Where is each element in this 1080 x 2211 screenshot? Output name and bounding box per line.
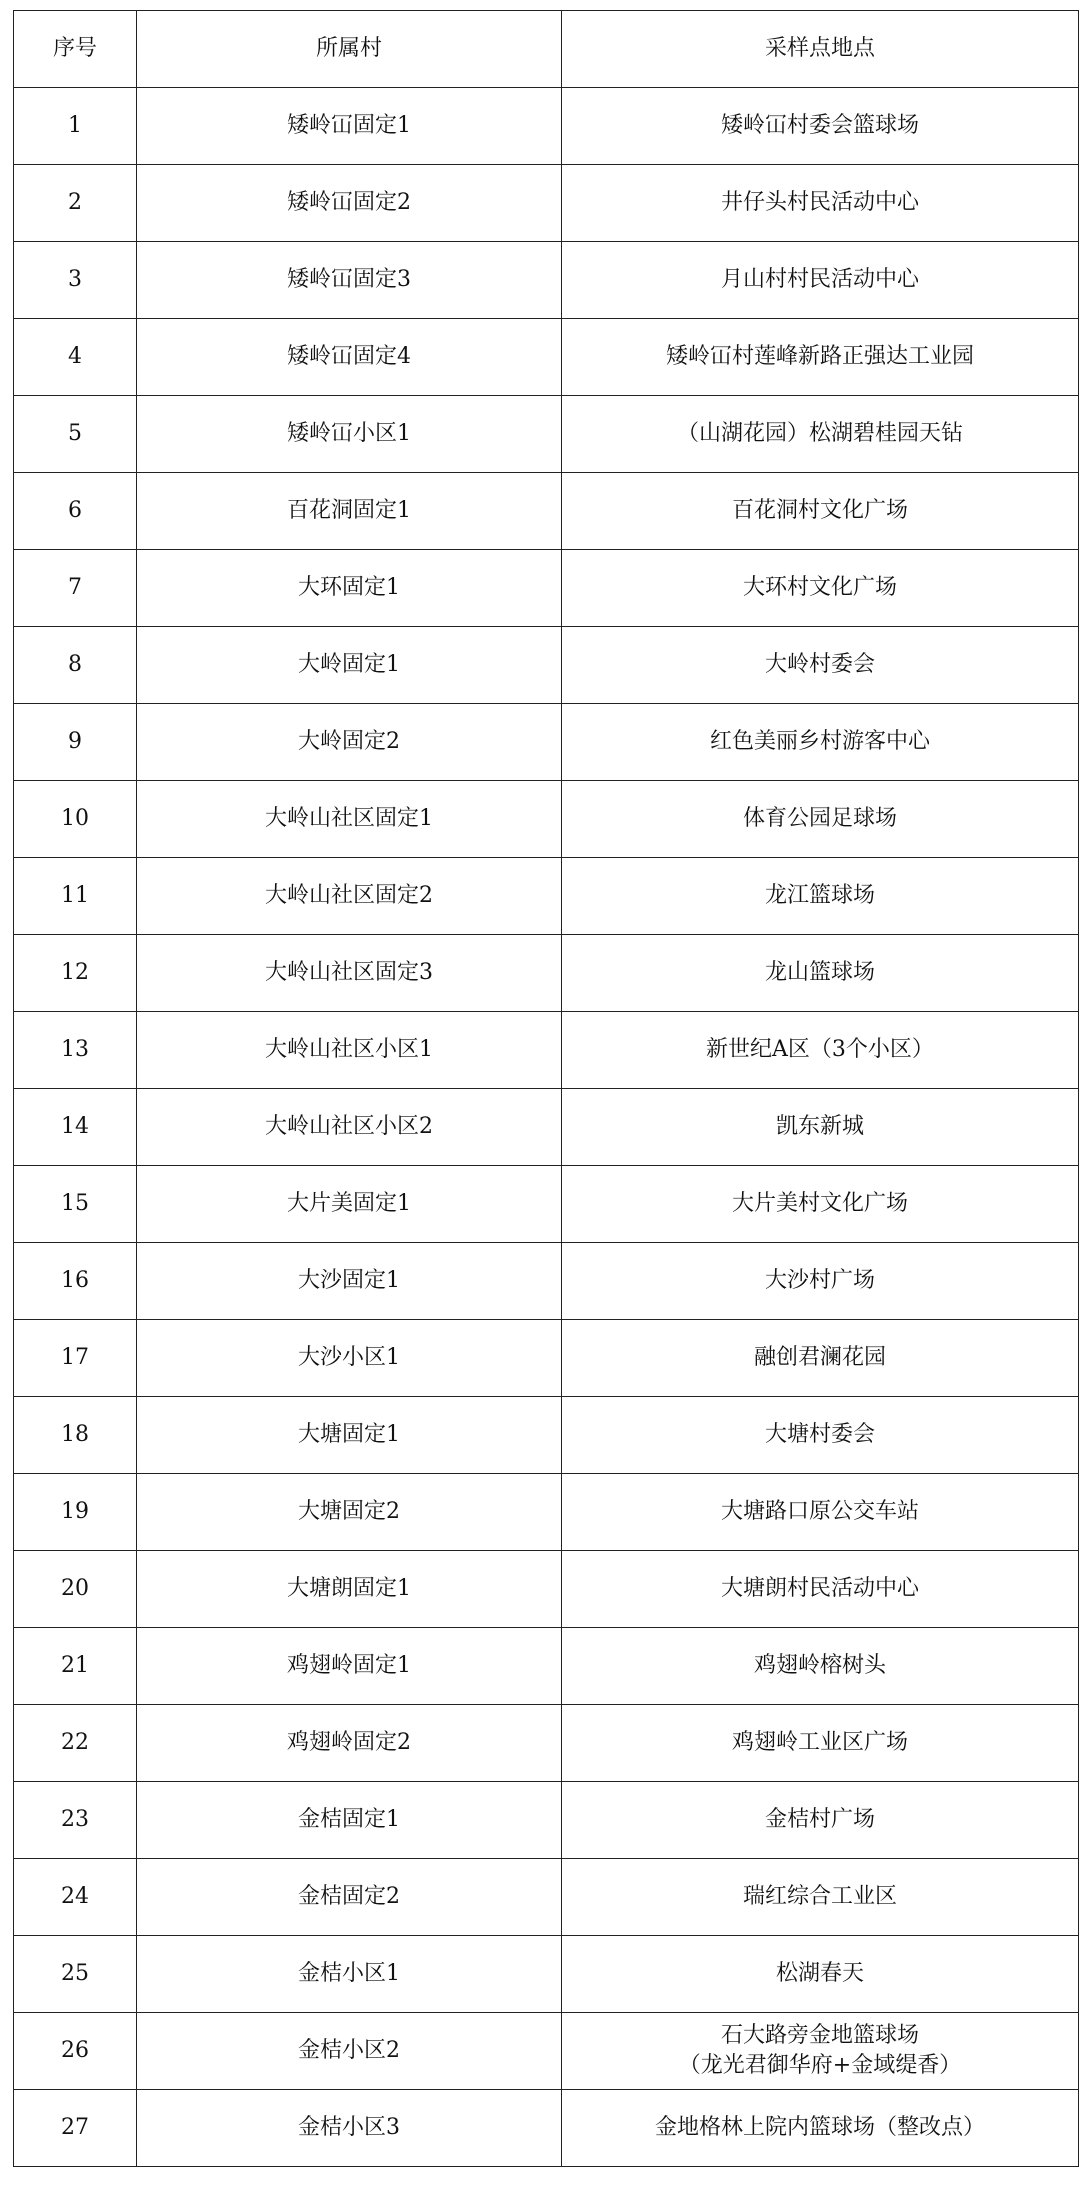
table-body [14, 88, 1079, 2167]
village-text: 矮岭冚固定4 [287, 344, 411, 369]
table-row [14, 2013, 1079, 2090]
village-text: 大岭固定2 [298, 729, 400, 754]
cell-serial-number [14, 242, 137, 319]
village-text: 大塘固定1 [298, 1422, 400, 1447]
village-text: 大岭固定1 [298, 652, 400, 677]
cell-village [137, 1243, 562, 1320]
cell-village [137, 1551, 562, 1628]
cell-sampling-site [562, 242, 1079, 319]
cell-sampling-site [562, 88, 1079, 165]
cell-village [137, 165, 562, 242]
sampling-site-text: 石大路旁金地篮球场 [720, 2023, 919, 2048]
village-text: 矮岭冚小区1 [287, 421, 411, 446]
sampling-site-text: 鸡翅岭工业区广场 [731, 1730, 908, 1755]
cell-serial-number [14, 1859, 137, 1936]
cell-sampling-site [562, 704, 1079, 781]
cell-serial-number [14, 1551, 137, 1628]
cell-serial-number [14, 1782, 137, 1859]
header-row [14, 11, 1079, 88]
table-row [14, 704, 1079, 781]
cell-village [137, 781, 562, 858]
cell-village [137, 319, 562, 396]
table-row [14, 1397, 1079, 1474]
table-row [14, 781, 1079, 858]
cell-serial-number [14, 550, 137, 627]
cell-serial-number [14, 165, 137, 242]
table-row [14, 242, 1079, 319]
village-text: 矮岭冚固定3 [287, 267, 411, 292]
sampling-site-text: 大片美村文化广场 [731, 1191, 908, 1216]
sampling-site-text: 红色美丽乡村游客中心 [709, 729, 930, 754]
sampling-site-text: 大塘路口原公交车站 [720, 1499, 919, 1524]
cell-sampling-site [562, 2013, 1079, 2090]
sampling-site-text: 凯东新城 [775, 1114, 864, 1139]
serial-number-text: 5 [68, 421, 82, 446]
cell-serial-number [14, 1705, 137, 1782]
cell-sampling-site [562, 1705, 1079, 1782]
table-row [14, 1243, 1079, 1320]
cell-village [137, 1397, 562, 1474]
serial-number-text: 11 [61, 883, 89, 908]
table-row [14, 1628, 1079, 1705]
sampling-site-text: 松湖春天 [775, 1961, 864, 1986]
serial-number-text: 25 [61, 1961, 89, 1986]
sampling-site-text: 融创君澜花园 [753, 1345, 886, 1370]
serial-number-text: 9 [68, 729, 82, 754]
cell-sampling-site [562, 1782, 1079, 1859]
cell-serial-number [14, 1474, 137, 1551]
cell-serial-number [14, 1166, 137, 1243]
sampling-sites-table [13, 10, 1079, 2167]
cell-village [137, 473, 562, 550]
header-serial-number: 序号 [14, 11, 137, 88]
cell-sampling-site [562, 935, 1079, 1012]
cell-village [137, 88, 562, 165]
table-row [14, 1089, 1079, 1166]
cell-sampling-site [562, 781, 1079, 858]
serial-number-text: 26 [61, 2038, 89, 2063]
sampling-site-text: 体育公园足球场 [742, 806, 897, 831]
serial-number-text: 12 [61, 960, 89, 985]
village-text: 鸡翅岭固定1 [287, 1653, 411, 1678]
sampling-site-text: （龙光君御华府+金域缇香） [678, 2053, 962, 2078]
village-text: 大塘朗固定1 [287, 1576, 411, 1601]
cell-village [137, 550, 562, 627]
cell-serial-number [14, 858, 137, 935]
table-row [14, 396, 1079, 473]
village-text: 大片美固定1 [287, 1191, 411, 1216]
cell-serial-number [14, 627, 137, 704]
cell-village [137, 396, 562, 473]
village-text: 金桔小区2 [298, 2038, 400, 2063]
serial-number-text: 27 [61, 2115, 89, 2140]
serial-number-text: 18 [61, 1422, 89, 1447]
cell-village [137, 2013, 562, 2090]
sampling-site-text: 大沙村广场 [764, 1268, 875, 1293]
sampling-site-text: （山湖花园）松湖碧桂园天钻 [676, 421, 963, 446]
sampling-site-text: 大塘村委会 [764, 1422, 875, 1447]
serial-number-text: 23 [61, 1807, 89, 1832]
sampling-site-text: 龙江篮球场 [764, 883, 875, 908]
village-text: 大岭山社区固定1 [265, 806, 433, 831]
sampling-site-text: 月山村村民活动中心 [720, 267, 919, 292]
table-row [14, 1166, 1079, 1243]
table-header [14, 11, 1079, 88]
cell-sampling-site [562, 396, 1079, 473]
cell-serial-number [14, 935, 137, 1012]
cell-sampling-site [562, 627, 1079, 704]
sampling-site-text: 金桔村广场 [764, 1807, 875, 1832]
cell-serial-number [14, 1628, 137, 1705]
cell-serial-number [14, 1397, 137, 1474]
village-text: 大岭山社区固定2 [265, 883, 433, 908]
cell-village [137, 1320, 562, 1397]
cell-sampling-site [562, 1166, 1079, 1243]
serial-number-text: 10 [61, 806, 89, 831]
cell-sampling-site [562, 1089, 1079, 1166]
table-row [14, 935, 1079, 1012]
cell-sampling-site [562, 550, 1079, 627]
cell-serial-number [14, 473, 137, 550]
cell-serial-number [14, 1089, 137, 1166]
village-text: 大塘固定2 [298, 1499, 400, 1524]
cell-serial-number [14, 781, 137, 858]
sampling-site-text: 瑞红综合工业区 [742, 1884, 897, 1909]
cell-serial-number [14, 1320, 137, 1397]
serial-number-text: 3 [68, 267, 82, 292]
sampling-site-text: 大塘朗村民活动中心 [720, 1576, 919, 1601]
cell-village [137, 1474, 562, 1551]
village-text: 大岭山社区固定3 [265, 960, 433, 985]
cell-village [137, 858, 562, 935]
serial-number-text: 13 [61, 1037, 89, 1062]
cell-sampling-site [562, 1474, 1079, 1551]
sampling-site-text: 矮岭冚村委会篮球场 [720, 113, 919, 138]
sampling-site-text: 百花洞村文化广场 [731, 498, 908, 523]
cell-sampling-site [562, 165, 1079, 242]
cell-village [137, 1089, 562, 1166]
cell-village [137, 1705, 562, 1782]
village-text: 金桔固定1 [298, 1807, 400, 1832]
header-village: 所属村 [137, 11, 562, 88]
cell-sampling-site [562, 858, 1079, 935]
serial-number-text: 22 [61, 1730, 89, 1755]
cell-serial-number [14, 319, 137, 396]
village-text: 百花洞固定1 [287, 498, 411, 523]
cell-village [137, 935, 562, 1012]
table-row [14, 1320, 1079, 1397]
table-row [14, 88, 1079, 165]
cell-sampling-site [562, 1936, 1079, 2013]
village-text: 大环固定1 [298, 575, 400, 600]
cell-village [137, 242, 562, 319]
table-row [14, 1705, 1079, 1782]
table-row [14, 1551, 1079, 1628]
cell-serial-number [14, 2090, 137, 2167]
sampling-site-text: 鸡翅岭榕树头 [753, 1653, 886, 1678]
cell-serial-number [14, 1012, 137, 1089]
serial-number-text: 21 [61, 1653, 89, 1678]
table-row [14, 1782, 1079, 1859]
sampling-site-text: 矮岭冚村莲峰新路正强达工业园 [665, 344, 974, 369]
village-text: 鸡翅岭固定2 [287, 1730, 411, 1755]
sampling-site-text: 新世纪A区（3个小区） [706, 1037, 934, 1062]
serial-number-text: 4 [68, 344, 82, 369]
cell-village [137, 1782, 562, 1859]
cell-village [137, 704, 562, 781]
cell-serial-number [14, 2013, 137, 2090]
cell-village [137, 1012, 562, 1089]
table-row [14, 1474, 1079, 1551]
village-text: 矮岭冚固定2 [287, 190, 411, 215]
cell-village [137, 1628, 562, 1705]
cell-sampling-site [562, 473, 1079, 550]
sampling-site-text: 大岭村委会 [764, 652, 875, 677]
village-text: 大沙小区1 [298, 1345, 400, 1370]
cell-sampling-site [562, 1243, 1079, 1320]
cell-sampling-site [562, 1012, 1079, 1089]
serial-number-text: 17 [61, 1345, 89, 1370]
cell-serial-number [14, 396, 137, 473]
table-row [14, 858, 1079, 935]
serial-number-text: 2 [68, 190, 82, 215]
serial-number-text: 19 [61, 1499, 89, 1524]
table-row [14, 1936, 1079, 2013]
cell-sampling-site [562, 2090, 1079, 2167]
document-page [13, 10, 1078, 2167]
table-row [14, 1012, 1079, 1089]
sampling-site-text: 井仔头村民活动中心 [720, 190, 919, 215]
cell-sampling-site [562, 1320, 1079, 1397]
cell-sampling-site [562, 1859, 1079, 1936]
cell-village [137, 2090, 562, 2167]
sampling-site-text: 金地格林上院内篮球场（整改点） [654, 2115, 985, 2140]
village-text: 金桔小区1 [298, 1961, 400, 1986]
sampling-site-text: 大环村文化广场 [742, 575, 897, 600]
cell-serial-number [14, 1936, 137, 2013]
serial-number-text: 7 [68, 575, 82, 600]
header-sampling-site: 采样点地点 [562, 11, 1079, 88]
cell-serial-number [14, 88, 137, 165]
sampling-site-text: 龙山篮球场 [764, 960, 875, 985]
serial-number-text: 1 [68, 113, 82, 138]
table-row [14, 2090, 1079, 2167]
table-row [14, 165, 1079, 242]
serial-number-text: 14 [61, 1114, 89, 1139]
cell-serial-number [14, 704, 137, 781]
village-text: 矮岭冚固定1 [287, 113, 411, 138]
serial-number-text: 8 [68, 652, 82, 677]
cell-sampling-site [562, 1397, 1079, 1474]
cell-village [137, 1936, 562, 2013]
village-text: 金桔固定2 [298, 1884, 400, 1909]
village-text: 大岭山社区小区2 [265, 1114, 433, 1139]
cell-sampling-site [562, 1551, 1079, 1628]
table-row [14, 319, 1079, 396]
table-row [14, 627, 1079, 704]
serial-number-text: 24 [61, 1884, 89, 1909]
cell-serial-number [14, 1243, 137, 1320]
serial-number-text: 16 [61, 1268, 89, 1293]
table-row [14, 473, 1079, 550]
table-row [14, 550, 1079, 627]
cell-village [137, 1166, 562, 1243]
serial-number-text: 6 [68, 498, 82, 523]
cell-sampling-site [562, 319, 1079, 396]
cell-sampling-site [562, 1628, 1079, 1705]
village-text: 大岭山社区小区1 [265, 1037, 433, 1062]
village-text: 金桔小区3 [298, 2115, 400, 2140]
serial-number-text: 20 [61, 1576, 89, 1601]
village-text: 大沙固定1 [298, 1268, 400, 1293]
cell-village [137, 1859, 562, 1936]
serial-number-text: 15 [61, 1191, 89, 1216]
cell-village [137, 627, 562, 704]
table-row [14, 1859, 1079, 1936]
